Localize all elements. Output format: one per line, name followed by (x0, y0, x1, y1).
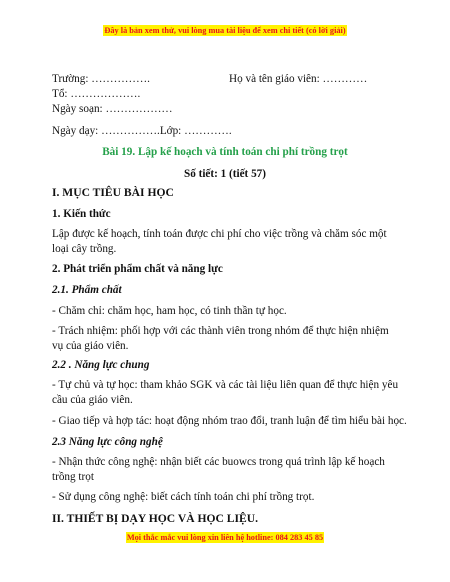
objectives-heading: I. MỤC TIÊU BÀI HỌC (52, 186, 174, 199)
development-heading: 2. Phát triển phẩm chất và năng lực (52, 263, 223, 275)
quality-item-diligence: - Chăm chỉ: chăm học, ham học, có tinh thần tự học. (52, 305, 287, 317)
school-field: Trường: ……………. (52, 73, 150, 85)
lesson-title: Bài 19. Lập kế hoạch và tính toán chi phí trồng trọt (102, 146, 348, 158)
knowledge-heading: 1. Kiến thức (52, 208, 111, 220)
preview-notice-text: Đây là bản xem thử, vui lòng mua tài liệu để xem chi tiết (có lời giải) (104, 26, 346, 35)
knowledge-text: Lập được kế hoạch, tính toán được chi phí cho việc trồng và chăm sóc một loại cây trồng. (52, 228, 387, 255)
tech-competence-usage: - Sử dụng công nghệ: biết cách tính toán chi phí trồng trọt. (52, 491, 315, 503)
equipment-heading: II. THIẾT BỊ DẠY HỌC VÀ HỌC LIỆU. (52, 512, 259, 525)
general-competence-heading: 2.2 . Năng lực chung (52, 359, 150, 371)
qualities-heading: 2.1. Phẩm chất (52, 284, 122, 296)
tech-competence-heading: 2.3 Năng lực công nghệ (52, 436, 163, 448)
tech-competence-awareness: - Nhận thức công nghệ: nhận biết các buowcs trong quá trình lập kế hoạch trồng trọt (52, 456, 385, 483)
quality-item-responsibility: - Trách nhiệm: phối hợp với các thành viên trong nhóm để thực hiện nhiệm vụ của giáo viên. (52, 325, 389, 352)
preview-notice-banner (0, 26, 450, 35)
prep-date-field: Ngày soạn: ……………… (52, 103, 173, 115)
teacher-name-field: Họ và tên giáo viên: ………… (229, 73, 368, 85)
teach-date-field: Ngày dạy: …………….Lớp: …………. (52, 125, 232, 137)
general-competence-communication: - Giao tiếp và hợp tác: hoạt động nhóm trao đổi, tranh luận để tìm hiểu bài học. (52, 415, 407, 427)
group-field: Tổ: ………………. (52, 88, 141, 100)
lesson-periods: Số tiết: 1 (tiết 57) (183, 168, 266, 180)
hotline-text: Mọi thắc mắc vui lòng xin liên hệ hotline: 084 283 45 85 (126, 533, 324, 542)
hotline-banner (0, 533, 450, 542)
general-competence-self-study: - Tự chủ và tự học: tham khảo SGK và các tài liệu liên quan để thực hiện yêu cầu của giáo viên. (52, 379, 399, 406)
